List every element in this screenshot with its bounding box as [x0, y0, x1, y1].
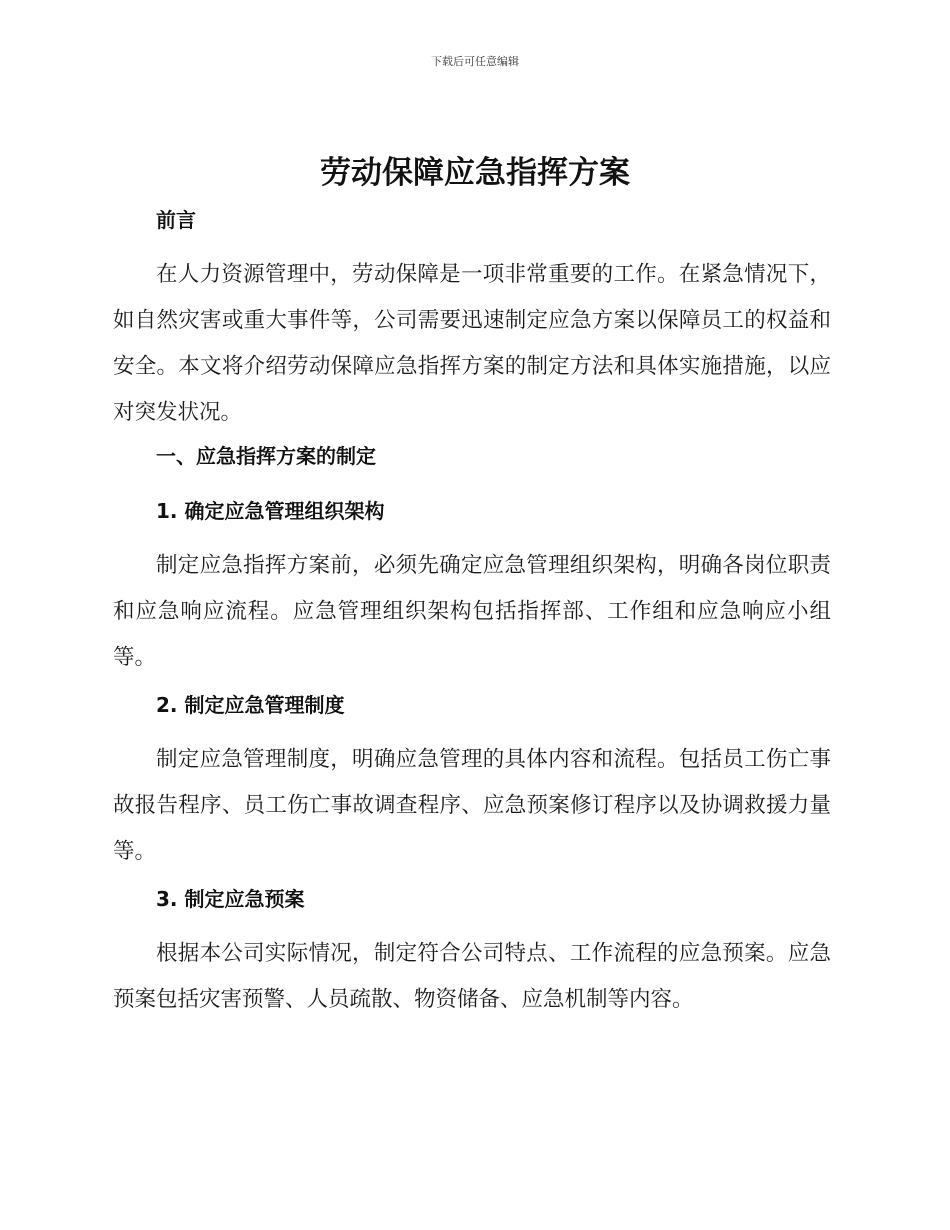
- subsection-heading-1: 1. 确定应急管理组织架构: [156, 499, 385, 523]
- document-title: 劳动保障应急指挥方案: [320, 155, 630, 191]
- page-header-note: 下载后可任意编辑: [431, 55, 519, 68]
- section-heading-1: 一、应急指挥方案的制定: [156, 444, 376, 468]
- subsection-paragraph-2: 制定应急管理制度，明确应急管理的具体内容和流程。包括员工伤亡事故报告程序、员工伤亡事故调查程序、应急预案修订程序以及协调救援力量等。: [113, 747, 831, 864]
- preface-paragraph: 在人力资源管理中，劳动保障是一项非常重要的工作。在紧急情况下，如自然灾害或重大事件等，公司需要迅速制定应急方案以保障员工的权益和安全。本文将介绍劳动保障应急指挥方案的制定方法和具体实施措施，以应对突发状况。: [113, 262, 831, 425]
- subsection-heading-3: 3. 制定应急预案: [156, 887, 305, 911]
- subsection-paragraph-1: 制定应急指挥方案前，必须先确定应急管理组织架构，明确各岗位职责和应急响应流程。应急管理组织架构包括指挥部、工作组和应急响应小组等。: [113, 553, 831, 670]
- subsection-paragraph-3: 根据本公司实际情况，制定符合公司特点、工作流程的应急预案。应急预案包括灾害预警、人员疏散、物资储备、应急机制等内容。: [113, 941, 831, 1012]
- subsection-heading-2: 2. 制定应急管理制度: [156, 693, 345, 717]
- preface-heading: 前言: [156, 208, 196, 232]
